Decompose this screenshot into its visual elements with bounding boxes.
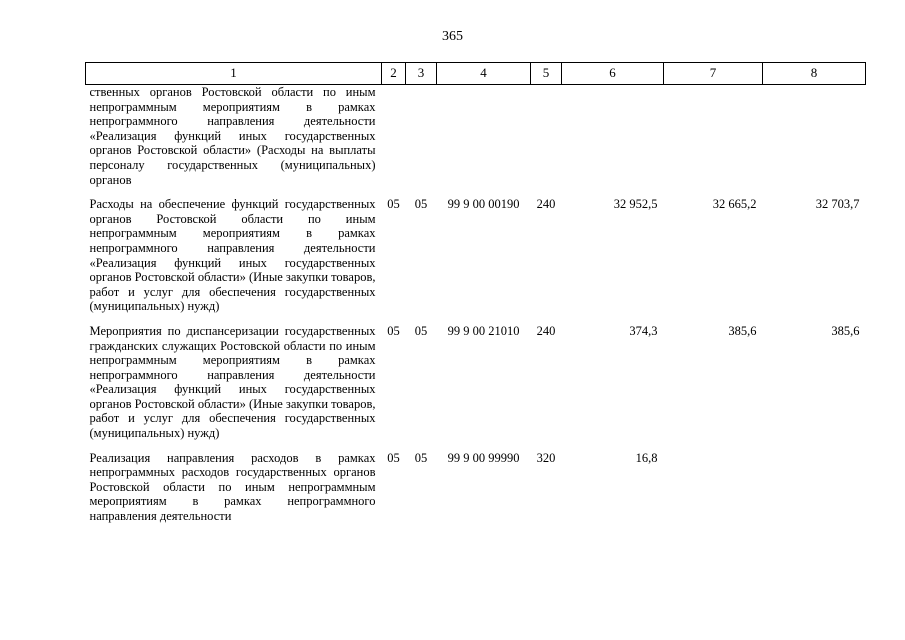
row-subsection: 05 — [414, 197, 428, 212]
row-description: Расходы на обеспечение функций государственных органов Ростовской области по иным непрограммным мероприятиям в рамках непрограммного направления деятельности «Реализация функций иных государственных органов Ростовской области» (Иные закупки товаров, работ и услуг для обеспечения государственных (муниципальных) нужд) — [89, 197, 376, 314]
row-section: 05 — [387, 323, 400, 338]
row-description: Реализация направления расходов в рамках непрограммных расходов государственных органов Ростовской области по иным непрограммным мероприятиям в рамках непрограммного направления деятельности — [89, 450, 376, 524]
row-subsection — [406, 85, 437, 194]
row-expense-type — [531, 85, 562, 194]
column-header-6: 6 — [562, 63, 664, 85]
row-amount-2 — [664, 85, 763, 194]
row-amount-1: 16,8 — [635, 450, 658, 465]
page-number: 365 — [442, 29, 463, 44]
row-subsection: 05 — [414, 450, 428, 465]
row-target-code: 99 9 00 21010 — [447, 323, 520, 338]
table-row — [86, 447, 866, 530]
column-header-4: 4 — [437, 63, 531, 85]
row-amount-2: 32 665,2 — [712, 197, 757, 212]
header-row — [86, 63, 866, 85]
table-row — [86, 320, 866, 447]
row-amount-1: 32 952,5 — [613, 197, 658, 212]
row-amount-3 — [763, 85, 866, 194]
row-expense-type: 240 — [536, 197, 556, 212]
row-amount-1 — [562, 85, 664, 194]
column-header-7: 7 — [664, 63, 763, 85]
row-target-code: 99 9 00 99990 — [447, 450, 520, 465]
row-target-code — [437, 85, 531, 194]
row-amount-3: 32 703,7 — [815, 197, 860, 212]
row-amount-2 — [664, 447, 763, 530]
table-row — [86, 193, 866, 320]
column-header-3: 3 — [406, 63, 437, 85]
table-row — [86, 85, 866, 194]
row-expense-type: 320 — [536, 450, 556, 465]
column-header-2: 2 — [382, 63, 406, 85]
row-description: Мероприятия по диспансеризации государственных гражданских служащих Ростовской области по иным непрограммным мероприятиям в рамках непрограммного направления деятельности «Реализация функций иных государственных органов Ростовской области» (Иные закупки товаров, работ и услуг для обеспечения государственных (муниципальных) нужд) — [89, 323, 376, 441]
row-section: 05 — [387, 197, 400, 212]
row-amount-2: 385,6 — [728, 323, 757, 338]
row-amount-3: 385,6 — [831, 323, 860, 338]
row-amount-3 — [763, 447, 866, 530]
row-subsection: 05 — [414, 323, 428, 338]
column-header-5: 5 — [531, 63, 562, 85]
row-expense-type: 240 — [536, 323, 556, 338]
row-section: 05 — [387, 450, 400, 465]
row-section — [382, 85, 406, 194]
column-header-8: 8 — [763, 63, 866, 85]
row-description: ственных органов Ростовской области по иным непрограммным мероприятиям в рамках непрограммного направления деятельности «Реализация функций иных государственных органов Ростовской области» (Расходы на выплаты персоналу государственных (муниципальных) органов — [89, 85, 376, 187]
row-amount-1: 374,3 — [629, 323, 658, 338]
row-target-code: 99 9 00 00190 — [447, 197, 520, 212]
column-header-1: 1 — [86, 63, 382, 85]
budget-table — [85, 62, 866, 530]
